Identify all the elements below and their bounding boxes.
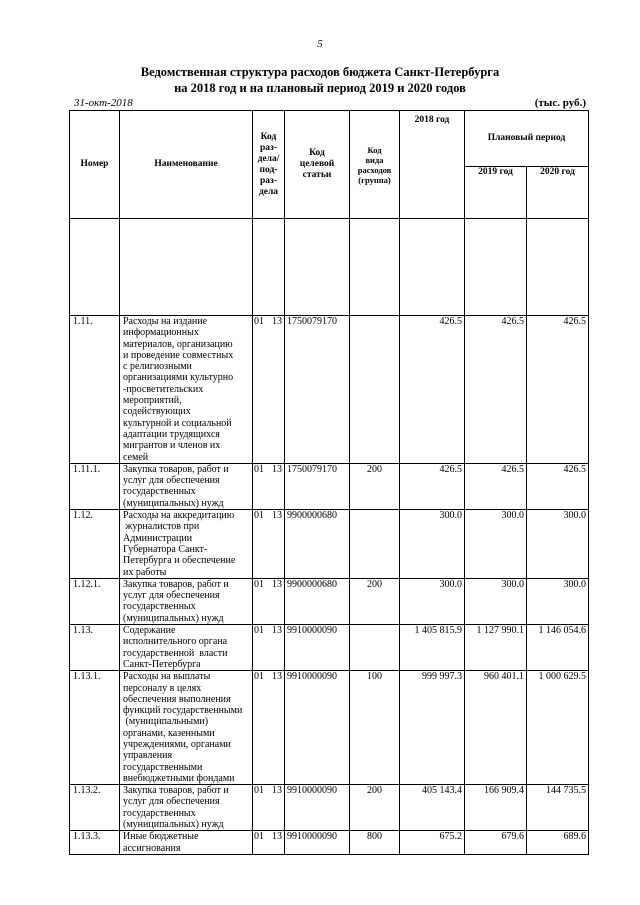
row-name-line: содействующих xyxy=(123,406,191,418)
row-expense-code: 200 xyxy=(350,463,400,509)
row-name-line: адаптации трудящихся xyxy=(123,428,220,440)
header-year-2019: 2019 год xyxy=(465,166,527,218)
row-number: 1.12. xyxy=(70,510,120,579)
row-expense-code xyxy=(350,625,400,671)
row-name-line: Закупка товаров, работ и xyxy=(123,463,229,475)
row-name-line: обеспечения выполнения xyxy=(123,693,231,705)
row-name-line: государственной власти xyxy=(123,647,228,659)
row-expense-code: 200 xyxy=(350,578,400,624)
row-expense-code xyxy=(350,510,400,579)
row-name xyxy=(120,316,253,464)
header-section-code xyxy=(253,111,285,219)
header-spacer-row xyxy=(70,219,589,316)
row-amount-2020: 1 000 629.5 xyxy=(527,671,589,785)
document-title xyxy=(0,64,640,96)
row-name-line: (муниципальных) нужд xyxy=(123,612,224,624)
row-amount-2019: 300.0 xyxy=(465,510,527,579)
row-amount-2020: 300.0 xyxy=(527,578,589,624)
row-name-line: мигрантов и членов их xyxy=(123,440,221,452)
row-section: 01 xyxy=(254,463,264,475)
row-expense-code: 100 xyxy=(350,671,400,785)
table-row[interactable] xyxy=(70,316,589,464)
row-name xyxy=(120,671,253,785)
row-name-line: персоналу в целях xyxy=(123,682,202,694)
row-amount-2019: 300.0 xyxy=(465,578,527,624)
row-name-line: (муниципальных) нужд xyxy=(123,497,224,509)
row-number: 1.11.1. xyxy=(70,463,120,509)
row-section-code xyxy=(253,831,285,855)
row-target-code: 9910000090 xyxy=(285,785,350,831)
row-subsection: 13 xyxy=(272,510,282,522)
row-number: 1.12.1. xyxy=(70,578,120,624)
table-row[interactable] xyxy=(70,463,589,509)
header-section-line: под- xyxy=(259,164,278,175)
row-name-line: (муниципальными) xyxy=(123,716,209,728)
title-line-1: Ведомственная структура расходов бюджета Санкт-Петербурга xyxy=(140,65,500,79)
row-section-code xyxy=(253,671,285,785)
row-section-code xyxy=(253,578,285,624)
row-name-line: государственными xyxy=(123,761,203,773)
row-name-line: (муниципальных) нужд xyxy=(123,819,224,831)
row-amount-2019: 426.5 xyxy=(465,316,527,464)
page-number: 5 xyxy=(317,38,323,50)
row-subsection: 13 xyxy=(272,316,282,327)
row-name-line: Санкт-Петербурга xyxy=(123,658,201,670)
row-section: 01 xyxy=(254,625,264,637)
row-subsection: 13 xyxy=(272,578,282,590)
row-name-line: и проведение совместных xyxy=(123,349,234,361)
row-name xyxy=(120,831,253,855)
row-name-line: Администрации xyxy=(123,532,193,544)
row-name-line: Содержание xyxy=(123,625,176,637)
table-row[interactable] xyxy=(70,578,589,624)
row-section: 01 xyxy=(254,671,264,683)
row-section-code xyxy=(253,316,285,464)
row-name-line: услуг для обеспечения xyxy=(123,590,220,602)
row-name-line: журналистов при xyxy=(123,521,200,533)
row-amount-2020: 426.5 xyxy=(527,463,589,509)
row-number: 1.13. xyxy=(70,625,120,671)
header-target-code xyxy=(285,111,350,219)
row-amount-2018: 675.2 xyxy=(400,831,465,855)
row-amount-2018: 405 143.4 xyxy=(400,785,465,831)
header-planned-period: Плановый период xyxy=(465,111,589,167)
row-subsection: 13 xyxy=(272,671,282,683)
row-name xyxy=(120,625,253,671)
row-amount-2020: 144 735.5 xyxy=(527,785,589,831)
row-section-code xyxy=(253,785,285,831)
row-target-code: 1750079170 xyxy=(285,463,350,509)
row-target-code: 9910000090 xyxy=(285,625,350,671)
row-name-line: учреждениями, органами xyxy=(123,738,231,750)
table-row[interactable] xyxy=(70,671,589,785)
row-number: 1.11. xyxy=(70,316,120,464)
document-date: 31-окт-2018 xyxy=(74,97,133,109)
row-subsection: 13 xyxy=(272,785,282,797)
row-name-line: Губернатора Санкт- xyxy=(123,543,208,555)
row-number: 1.13.1. xyxy=(70,671,120,785)
row-expense-code: 800 xyxy=(350,831,400,855)
row-name-line: организациями культурно xyxy=(123,372,234,384)
row-name-line: культурной и социальной xyxy=(123,417,232,429)
header-expense-line: Код xyxy=(367,144,382,155)
row-name-line: Закупка товаров, работ и xyxy=(123,578,229,590)
row-number: 1.13.3. xyxy=(70,831,120,855)
header-expense-line: (группа) xyxy=(358,174,391,185)
header-section-line: дела xyxy=(258,186,279,197)
row-name-line: Расходы на издание xyxy=(123,316,208,327)
row-section-code xyxy=(253,510,285,579)
row-section: 01 xyxy=(254,785,264,797)
row-subsection: 13 xyxy=(272,625,282,637)
header-section-line: раз- xyxy=(259,142,277,153)
header-year-2018: 2018 год xyxy=(400,111,465,219)
header-section-line: Код xyxy=(260,131,277,142)
row-amount-2018: 426.5 xyxy=(400,316,465,464)
row-name-line: государственных xyxy=(123,486,196,498)
header-expense-code xyxy=(350,111,400,219)
row-name-line: мероприятий, xyxy=(123,395,182,407)
row-amount-2018: 426.5 xyxy=(400,463,465,509)
row-section-code xyxy=(253,625,285,671)
row-name-line: -просветительских xyxy=(123,383,204,395)
row-section: 01 xyxy=(254,510,264,522)
row-amount-2020: 1 146 054.6 xyxy=(527,625,589,671)
header-target-line: Код xyxy=(309,148,325,158)
row-name xyxy=(120,578,253,624)
row-section: 01 xyxy=(254,831,264,843)
row-name-line: государственных xyxy=(123,601,196,613)
row-name-line: материалов, организацию xyxy=(123,338,233,350)
header-target-line: статьи xyxy=(302,170,332,180)
row-target-code: 1750079170 xyxy=(285,316,350,464)
row-name xyxy=(120,510,253,579)
row-name-line: услуг для обеспечения xyxy=(123,796,220,808)
row-target-code: 9910000090 xyxy=(285,831,350,855)
row-amount-2019: 1 127 990.1 xyxy=(465,625,527,671)
row-amount-2019: 679.6 xyxy=(465,831,527,855)
row-amount-2020: 300.0 xyxy=(527,510,589,579)
row-name-line: функций государственными xyxy=(123,705,243,717)
title-line-2: на 2018 год и на плановый период 2019 и 2020 годов xyxy=(174,81,466,95)
row-name-line: государственных xyxy=(123,807,196,819)
row-name-line: их работы xyxy=(123,566,167,578)
row-name-line: информационных xyxy=(123,327,199,339)
row-name xyxy=(120,463,253,509)
row-target-code: 9900000680 xyxy=(285,510,350,579)
row-amount-2018: 999 997.3 xyxy=(400,671,465,785)
row-name-line: Петербурга и обеспечение xyxy=(123,555,236,567)
row-amount-2018: 300.0 xyxy=(400,510,465,579)
table-row[interactable] xyxy=(70,625,589,671)
row-name-line: Закупка товаров, работ и xyxy=(123,785,229,797)
header-expense-line: расходов xyxy=(357,164,392,175)
header-year-2020: 2020 год xyxy=(527,166,589,218)
table-row[interactable] xyxy=(70,510,589,579)
table-row[interactable] xyxy=(70,785,589,831)
row-amount-2020: 689.6 xyxy=(527,831,589,855)
row-amount-2019: 166 909.4 xyxy=(465,785,527,831)
header-number: Номер xyxy=(70,111,120,219)
row-section-code xyxy=(253,463,285,509)
header-section-line: раз- xyxy=(259,175,277,186)
row-name-line: услуг для обеспечения xyxy=(123,475,220,487)
header-target-line: целевой xyxy=(299,159,335,169)
row-name-line: Расходы на выплаты xyxy=(123,671,211,683)
row-name-line: семей xyxy=(123,451,149,463)
table-row[interactable] xyxy=(70,831,589,855)
row-target-code: 9910000090 xyxy=(285,671,350,785)
row-name-line: ассигнования xyxy=(123,842,181,854)
units-label: (тыс. руб.) xyxy=(534,97,586,109)
row-name-line: с религиозными xyxy=(123,361,192,373)
row-expense-code: 200 xyxy=(350,785,400,831)
row-name-line: управления xyxy=(123,750,173,762)
row-subsection: 13 xyxy=(272,463,282,475)
row-name-line: Иные бюджетные xyxy=(123,831,199,843)
row-amount-2019: 426.5 xyxy=(465,463,527,509)
header-name: Наименование xyxy=(120,111,253,219)
row-target-code: 9900000680 xyxy=(285,578,350,624)
row-amount-2018: 300.0 xyxy=(400,578,465,624)
row-expense-code xyxy=(350,316,400,464)
row-section: 01 xyxy=(254,578,264,590)
row-number: 1.13.2. xyxy=(70,785,120,831)
header-expense-line: вида xyxy=(365,154,384,165)
row-name-line: внебюджетными фондами xyxy=(123,772,235,784)
row-amount-2020: 426.5 xyxy=(527,316,589,464)
row-name-line: органами, казенными xyxy=(123,727,215,739)
row-name-line: Расходы на аккредитацию xyxy=(123,510,235,522)
row-amount-2018: 1 405 815.9 xyxy=(400,625,465,671)
row-name xyxy=(120,785,253,831)
table-body xyxy=(70,316,589,855)
row-name-line: исполнительного органа xyxy=(123,636,228,648)
row-amount-2019: 960 401.1 xyxy=(465,671,527,785)
header-section-line: дела/ xyxy=(257,153,280,164)
meta-row xyxy=(74,97,586,109)
row-subsection: 13 xyxy=(272,831,282,843)
row-section: 01 xyxy=(254,316,264,327)
budget-table xyxy=(69,110,589,855)
